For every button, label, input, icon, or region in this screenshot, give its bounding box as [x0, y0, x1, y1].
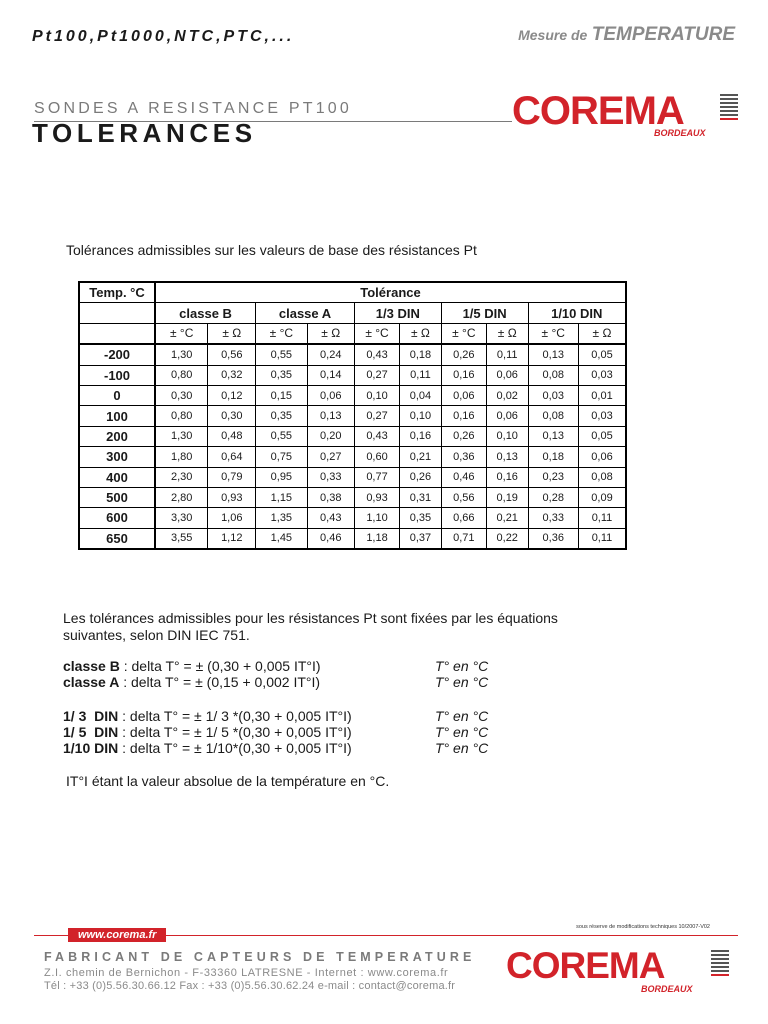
footer-address: Z.I. chemin de Bernichon - F-33360 LATRESNE - Internet : www.corema.fr: [44, 967, 449, 979]
tolerance-value-cell: 0,03: [578, 365, 626, 385]
unit-header-cell: ± °C: [256, 323, 307, 344]
tolerance-value-cell: 0,05: [578, 344, 626, 365]
logo-city: BORDEAUX: [641, 984, 693, 994]
equation-label: 1/ 3 DIN: [63, 708, 119, 724]
tolerance-value-cell: 0,24: [307, 344, 354, 365]
tolerance-value-cell: 0,38: [307, 487, 354, 507]
tolerance-value-cell: 0,06: [486, 365, 528, 385]
class-header-cell: 1/5 DIN: [441, 303, 528, 323]
tolerance-value-cell: 0,37: [400, 528, 442, 549]
measure-main: TEMPERATURE: [591, 24, 735, 45]
intro-text: Tolérances admissibles sur les valeurs de base des résistances Pt: [66, 242, 477, 258]
tolerance-value-cell: 0,93: [208, 487, 256, 507]
table-row: [79, 487, 626, 507]
temperature-cell: -100: [79, 365, 155, 385]
logo-city: BORDEAUX: [654, 128, 706, 138]
temperature-cell: 600: [79, 508, 155, 528]
tolerance-value-cell: 0,60: [354, 447, 399, 467]
tolerance-value-cell: 0,43: [307, 508, 354, 528]
logo-word: COREMA: [512, 89, 684, 133]
equation-label: classe A: [63, 674, 120, 690]
measure-prefix: Mesure de: [518, 27, 588, 43]
website-link[interactable]: www.corema.fr: [68, 928, 166, 942]
tolerance-value-cell: 0,10: [400, 406, 442, 426]
tolerance-value-cell: 0,43: [354, 426, 399, 446]
document-subtitle: SONDES A RESISTANCE PT100: [34, 100, 353, 117]
equation-formula: : delta T° = ± 1/ 3 *(0,30 + 0,005 IT°I): [118, 708, 352, 724]
tolerance-value-cell: 0,75: [256, 447, 307, 467]
equation-label: 1/10 DIN: [63, 740, 119, 756]
sensor-types-heading: Pt100,Pt1000,NTC,PTC,...: [32, 28, 295, 45]
logo-bars-icon: [711, 950, 729, 978]
empty-cell: [79, 323, 155, 344]
tolerance-value-cell: 0,93: [354, 487, 399, 507]
temp-header-cell: Temp. °C: [79, 282, 155, 303]
tolerance-value-cell: 0,30: [208, 406, 256, 426]
equation-label: 1/ 5 DIN: [63, 724, 119, 740]
tolerance-value-cell: 0,20: [307, 426, 354, 446]
tolerance-value-cell: 0,35: [256, 406, 307, 426]
tolerance-value-cell: 0,22: [486, 528, 528, 549]
tolerance-header-cell: Tolérance: [155, 282, 626, 303]
tolerance-table: [78, 281, 627, 550]
measure-heading: [518, 24, 735, 46]
tolerance-value-cell: 0,46: [307, 528, 354, 549]
temperature-cell: 0: [79, 385, 155, 405]
equation-unit: T° en °C: [435, 740, 489, 756]
tolerance-value-cell: 0,12: [208, 385, 256, 405]
tolerance-value-cell: 1,12: [208, 528, 256, 549]
unit-header-cell: ± Ω: [578, 323, 626, 344]
tolerance-value-cell: 0,16: [441, 365, 486, 385]
tolerance-value-cell: 0,95: [256, 467, 307, 487]
tolerance-value-cell: 0,80: [155, 365, 208, 385]
tolerance-value-cell: 0,13: [528, 426, 578, 446]
tolerance-value-cell: 1,10: [354, 508, 399, 528]
tolerance-value-cell: 0,80: [155, 406, 208, 426]
tolerance-value-cell: 0,15: [256, 385, 307, 405]
tolerance-value-cell: 1,15: [256, 487, 307, 507]
tolerance-value-cell: 0,04: [400, 385, 442, 405]
equation-unit: T° en °C: [435, 724, 489, 740]
unit-header-cell: ± °C: [155, 323, 208, 344]
unit-header-cell: ± °C: [528, 323, 578, 344]
tolerance-value-cell: 0,01: [578, 385, 626, 405]
tolerance-value-cell: 0,19: [486, 487, 528, 507]
logo-word: COREMA: [506, 945, 665, 986]
tolerance-value-cell: 0,27: [354, 365, 399, 385]
tolerance-value-cell: 0,27: [354, 406, 399, 426]
tolerance-value-cell: 0,16: [486, 467, 528, 487]
tolerance-value-cell: 0,02: [486, 385, 528, 405]
tolerance-value-cell: 0,64: [208, 447, 256, 467]
footer-contact: Tél : +33 (0)5.56.30.66.12 Fax : +33 (0)5.56.30.62.24 e-mail : contact@corema.fr: [44, 980, 456, 992]
temperature-cell: -200: [79, 344, 155, 365]
tolerance-value-cell: 0,48: [208, 426, 256, 446]
equation-unit: T° en °C: [435, 708, 489, 724]
table-row: [79, 508, 626, 528]
tolerance-value-cell: 0,16: [400, 426, 442, 446]
tolerance-value-cell: 0,33: [528, 508, 578, 528]
tolerance-value-cell: 1,18: [354, 528, 399, 549]
table-row: [79, 528, 626, 549]
tolerance-value-cell: 2,30: [155, 467, 208, 487]
tolerance-value-cell: 0,30: [155, 385, 208, 405]
tolerance-value-cell: 0,66: [441, 508, 486, 528]
corema-logo-top: [512, 91, 742, 141]
equation-line: [63, 708, 352, 724]
tolerance-value-cell: 0,11: [486, 344, 528, 365]
tolerance-value-cell: 1,06: [208, 508, 256, 528]
unit-header-cell: ± Ω: [208, 323, 256, 344]
tolerance-value-cell: 0,18: [528, 447, 578, 467]
class-row: [79, 303, 626, 323]
tolerance-value-cell: 0,10: [354, 385, 399, 405]
table-row: [79, 426, 626, 446]
tolerance-value-cell: 0,79: [208, 467, 256, 487]
unit-header-cell: ± Ω: [307, 323, 354, 344]
table-row: [79, 447, 626, 467]
equation-line: [63, 740, 352, 756]
unit-header-cell: ± Ω: [486, 323, 528, 344]
unit-header-cell: ± Ω: [400, 323, 442, 344]
temperature-cell: 300: [79, 447, 155, 467]
equation-line: [63, 658, 321, 674]
din-paragraph: [63, 610, 558, 644]
tolerance-value-cell: 0,14: [307, 365, 354, 385]
tolerance-value-cell: 0,06: [486, 406, 528, 426]
tolerance-value-cell: 0,26: [400, 467, 442, 487]
tolerance-value-cell: 0,35: [400, 508, 442, 528]
tolerance-value-cell: 0,33: [307, 467, 354, 487]
table-row: [79, 385, 626, 405]
tolerance-value-cell: 0,03: [578, 406, 626, 426]
manufacturer-tagline: FABRICANT DE CAPTEURS DE TEMPERATURE: [44, 950, 476, 964]
class-header-cell: classe A: [256, 303, 355, 323]
logo-bars-icon: [720, 94, 738, 122]
tolerance-value-cell: 1,30: [155, 344, 208, 365]
unit-header-cell: ± °C: [354, 323, 399, 344]
tolerance-value-cell: 2,80: [155, 487, 208, 507]
tolerance-value-cell: 0,11: [400, 365, 442, 385]
table-header-row: [79, 282, 626, 303]
tolerance-value-cell: 0,18: [400, 344, 442, 365]
empty-cell: [79, 303, 155, 323]
corema-logo-bottom: [506, 947, 741, 997]
equation-formula: : delta T° = ± (0,30 + 0,005 IT°I): [119, 658, 321, 674]
class-header-cell: 1/3 DIN: [354, 303, 441, 323]
tolerance-value-cell: 0,09: [578, 487, 626, 507]
equation-formula: : delta T° = ± (0,15 + 0,002 IT°I): [119, 674, 321, 690]
tolerance-value-cell: 0,55: [256, 426, 307, 446]
tolerance-value-cell: 0,21: [486, 508, 528, 528]
tolerance-value-cell: 0,13: [528, 344, 578, 365]
equation-unit: T° en °C: [435, 658, 489, 674]
tolerance-value-cell: 3,55: [155, 528, 208, 549]
tolerance-value-cell: 0,08: [578, 467, 626, 487]
tolerance-value-cell: 0,36: [441, 447, 486, 467]
tolerance-value-cell: 0,26: [441, 426, 486, 446]
tolerance-value-cell: 0,55: [256, 344, 307, 365]
tolerance-value-cell: 0,36: [528, 528, 578, 549]
equation-label: classe B: [63, 658, 120, 674]
tolerance-value-cell: 0,28: [528, 487, 578, 507]
tolerance-value-cell: 0,08: [528, 365, 578, 385]
reserve-notice: sous réserve de modifications techniques 10/2007-V02: [576, 924, 710, 930]
tolerance-value-cell: 0,08: [528, 406, 578, 426]
document-title: TOLERANCES: [32, 118, 257, 148]
tolerance-value-cell: 0,35: [256, 365, 307, 385]
equation-unit: T° en °C: [435, 674, 489, 690]
tolerance-value-cell: 0,26: [441, 344, 486, 365]
table-row: [79, 365, 626, 385]
equation-line: [63, 724, 352, 740]
tolerance-value-cell: 0,16: [441, 406, 486, 426]
paragraph-line: Les tolérances admissibles pour les résistances Pt sont fixées par les équations: [63, 610, 558, 626]
temperature-cell: 400: [79, 467, 155, 487]
tolerance-value-cell: 1,45: [256, 528, 307, 549]
temperature-cell: 650: [79, 528, 155, 549]
class-header-cell: classe B: [155, 303, 256, 323]
temperature-cell: 500: [79, 487, 155, 507]
tolerance-value-cell: 0,03: [528, 385, 578, 405]
temperature-cell: 200: [79, 426, 155, 446]
tolerance-value-cell: 0,27: [307, 447, 354, 467]
equation-line: [63, 674, 320, 690]
tolerance-value-cell: 0,43: [354, 344, 399, 365]
paragraph-line: suivantes, selon DIN IEC 751.: [63, 627, 250, 643]
tolerance-value-cell: 0,56: [208, 344, 256, 365]
tolerance-value-cell: 0,11: [578, 508, 626, 528]
tolerance-value-cell: 0,77: [354, 467, 399, 487]
table-row: [79, 406, 626, 426]
tolerance-value-cell: 0,21: [400, 447, 442, 467]
class-header-cell: 1/10 DIN: [528, 303, 626, 323]
tolerance-value-cell: 0,13: [307, 406, 354, 426]
equation-formula: : delta T° = ± 1/ 5 *(0,30 + 0,005 IT°I): [118, 724, 352, 740]
tolerance-value-cell: 0,11: [578, 528, 626, 549]
temperature-cell: 100: [79, 406, 155, 426]
tolerance-value-cell: 1,80: [155, 447, 208, 467]
tolerance-value-cell: 1,30: [155, 426, 208, 446]
unit-row: [79, 323, 626, 344]
tolerance-value-cell: 0,06: [307, 385, 354, 405]
tolerance-value-cell: 0,05: [578, 426, 626, 446]
tolerance-value-cell: 3,30: [155, 508, 208, 528]
tolerance-value-cell: 0,32: [208, 365, 256, 385]
tolerance-value-cell: 0,06: [578, 447, 626, 467]
table-row: [79, 344, 626, 365]
table-row: [79, 467, 626, 487]
tolerance-value-cell: 0,46: [441, 467, 486, 487]
tolerance-value-cell: 1,35: [256, 508, 307, 528]
tolerance-value-cell: 0,10: [486, 426, 528, 446]
tolerance-value-cell: 0,06: [441, 385, 486, 405]
tolerance-value-cell: 0,71: [441, 528, 486, 549]
tolerance-value-cell: 0,56: [441, 487, 486, 507]
equation-formula: : delta T° = ± 1/10*(0,30 + 0,005 IT°I): [118, 740, 352, 756]
unit-header-cell: ± °C: [441, 323, 486, 344]
absolute-value-note: IT°I étant la valeur absolue de la température en °C.: [66, 773, 390, 789]
tolerance-value-cell: 0,13: [486, 447, 528, 467]
tolerance-value-cell: 0,31: [400, 487, 442, 507]
tolerance-value-cell: 0,23: [528, 467, 578, 487]
